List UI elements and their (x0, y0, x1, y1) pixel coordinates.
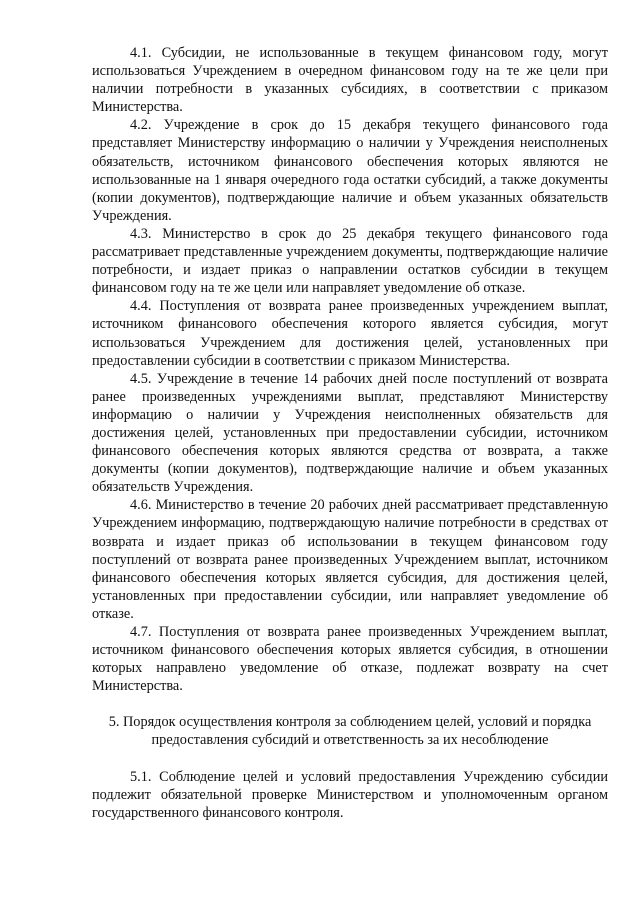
section-heading-line-2: предоставления субсидий и ответственность за их несоблюдение (151, 732, 549, 749)
paragraph-4-1: 4.1. Субсидии, не использованные в текущем финансовом году, могут использоваться Учреждением в очередном финансовом году на те же цели при наличии потребности в указанных субсидиях, в соответствии с приказом Министерства. (92, 45, 608, 116)
document-page (92, 44, 608, 822)
section-heading-line-1: 5. Порядок осуществления контроля за соблюдением целей, условий и порядка (108, 714, 592, 731)
paragraph-5-1: 5.1. Соблюдение целей и условий предоставления Учреждению субсидии подлежит обязательной проверке Министерством и уполномоченным органом государственного финансового контроля. (92, 768, 608, 821)
paragraph-4-2: 4.2. Учреждение в срок до 15 декабря текущего финансового года представляет Министерству информацию о наличии у Учреждения неисполненых обязательств, источником финансового обеспечения которых являются не использованные на 1 января очередного года остатки субсидий, а также документы (копии документов), подтверждающие наличие и объем указанных обязательств Учреждения. (92, 117, 608, 224)
paragraph-4-4: 4.4. Поступления от возврата ранее произведенных учреждением выплат, источником финансового обеспечения которого является субсидия, могут использоваться Учреждением для достижения целей, установленных при предоставлении субсидии в соответствии с приказом Министерства. (92, 298, 608, 369)
paragraph-4-7: 4.7. Поступления от возврата ранее произведенных Учреждением выплат, источником финансового обеспечения которых является субсидия, в отношении которых направлено уведомление об отказе, подлежат возврату на счет Министерства. (92, 624, 608, 695)
paragraph-4-5: 4.5. Учреждение в течение 14 рабочих дней после поступлений от возврата ранее произведенных учреждениями выплат, представляют Министерству информацию о наличии у Учреждения неисполненных обязательств для достижения целей, установленных при предоставлении субсидии, источником финансового обеспечения которых являются средства от возврата, а также документы (копии документов), подтверждающие наличие и объем указанных обязательств Учреждения. (92, 370, 608, 496)
section-5-heading (92, 713, 608, 749)
paragraph-4-6: 4.6. Министерство в течение 20 рабочих дней рассматривает представленную Учреждением информацию, подтверждающую наличие потребности в средствах от возврата и издает приказ об использовании в текущем финансовом году поступлений от возврата ранее произведенных Учреждением выплат, источником финансового обеспечения которых является субсидия, для достижения целей, установленных при предоставлении субсидии, или направляет уведомление об отказе. (92, 497, 608, 622)
paragraph-4-3: 4.3. Министерство в срок до 25 декабря текущего финансового года рассматривает представленные учреждением документы, подтверждающие наличие потребности, и издает приказ о направлении остатков субсидии в текущем финансовом году на те же цели или направляет уведомление об отказе. (92, 225, 608, 297)
